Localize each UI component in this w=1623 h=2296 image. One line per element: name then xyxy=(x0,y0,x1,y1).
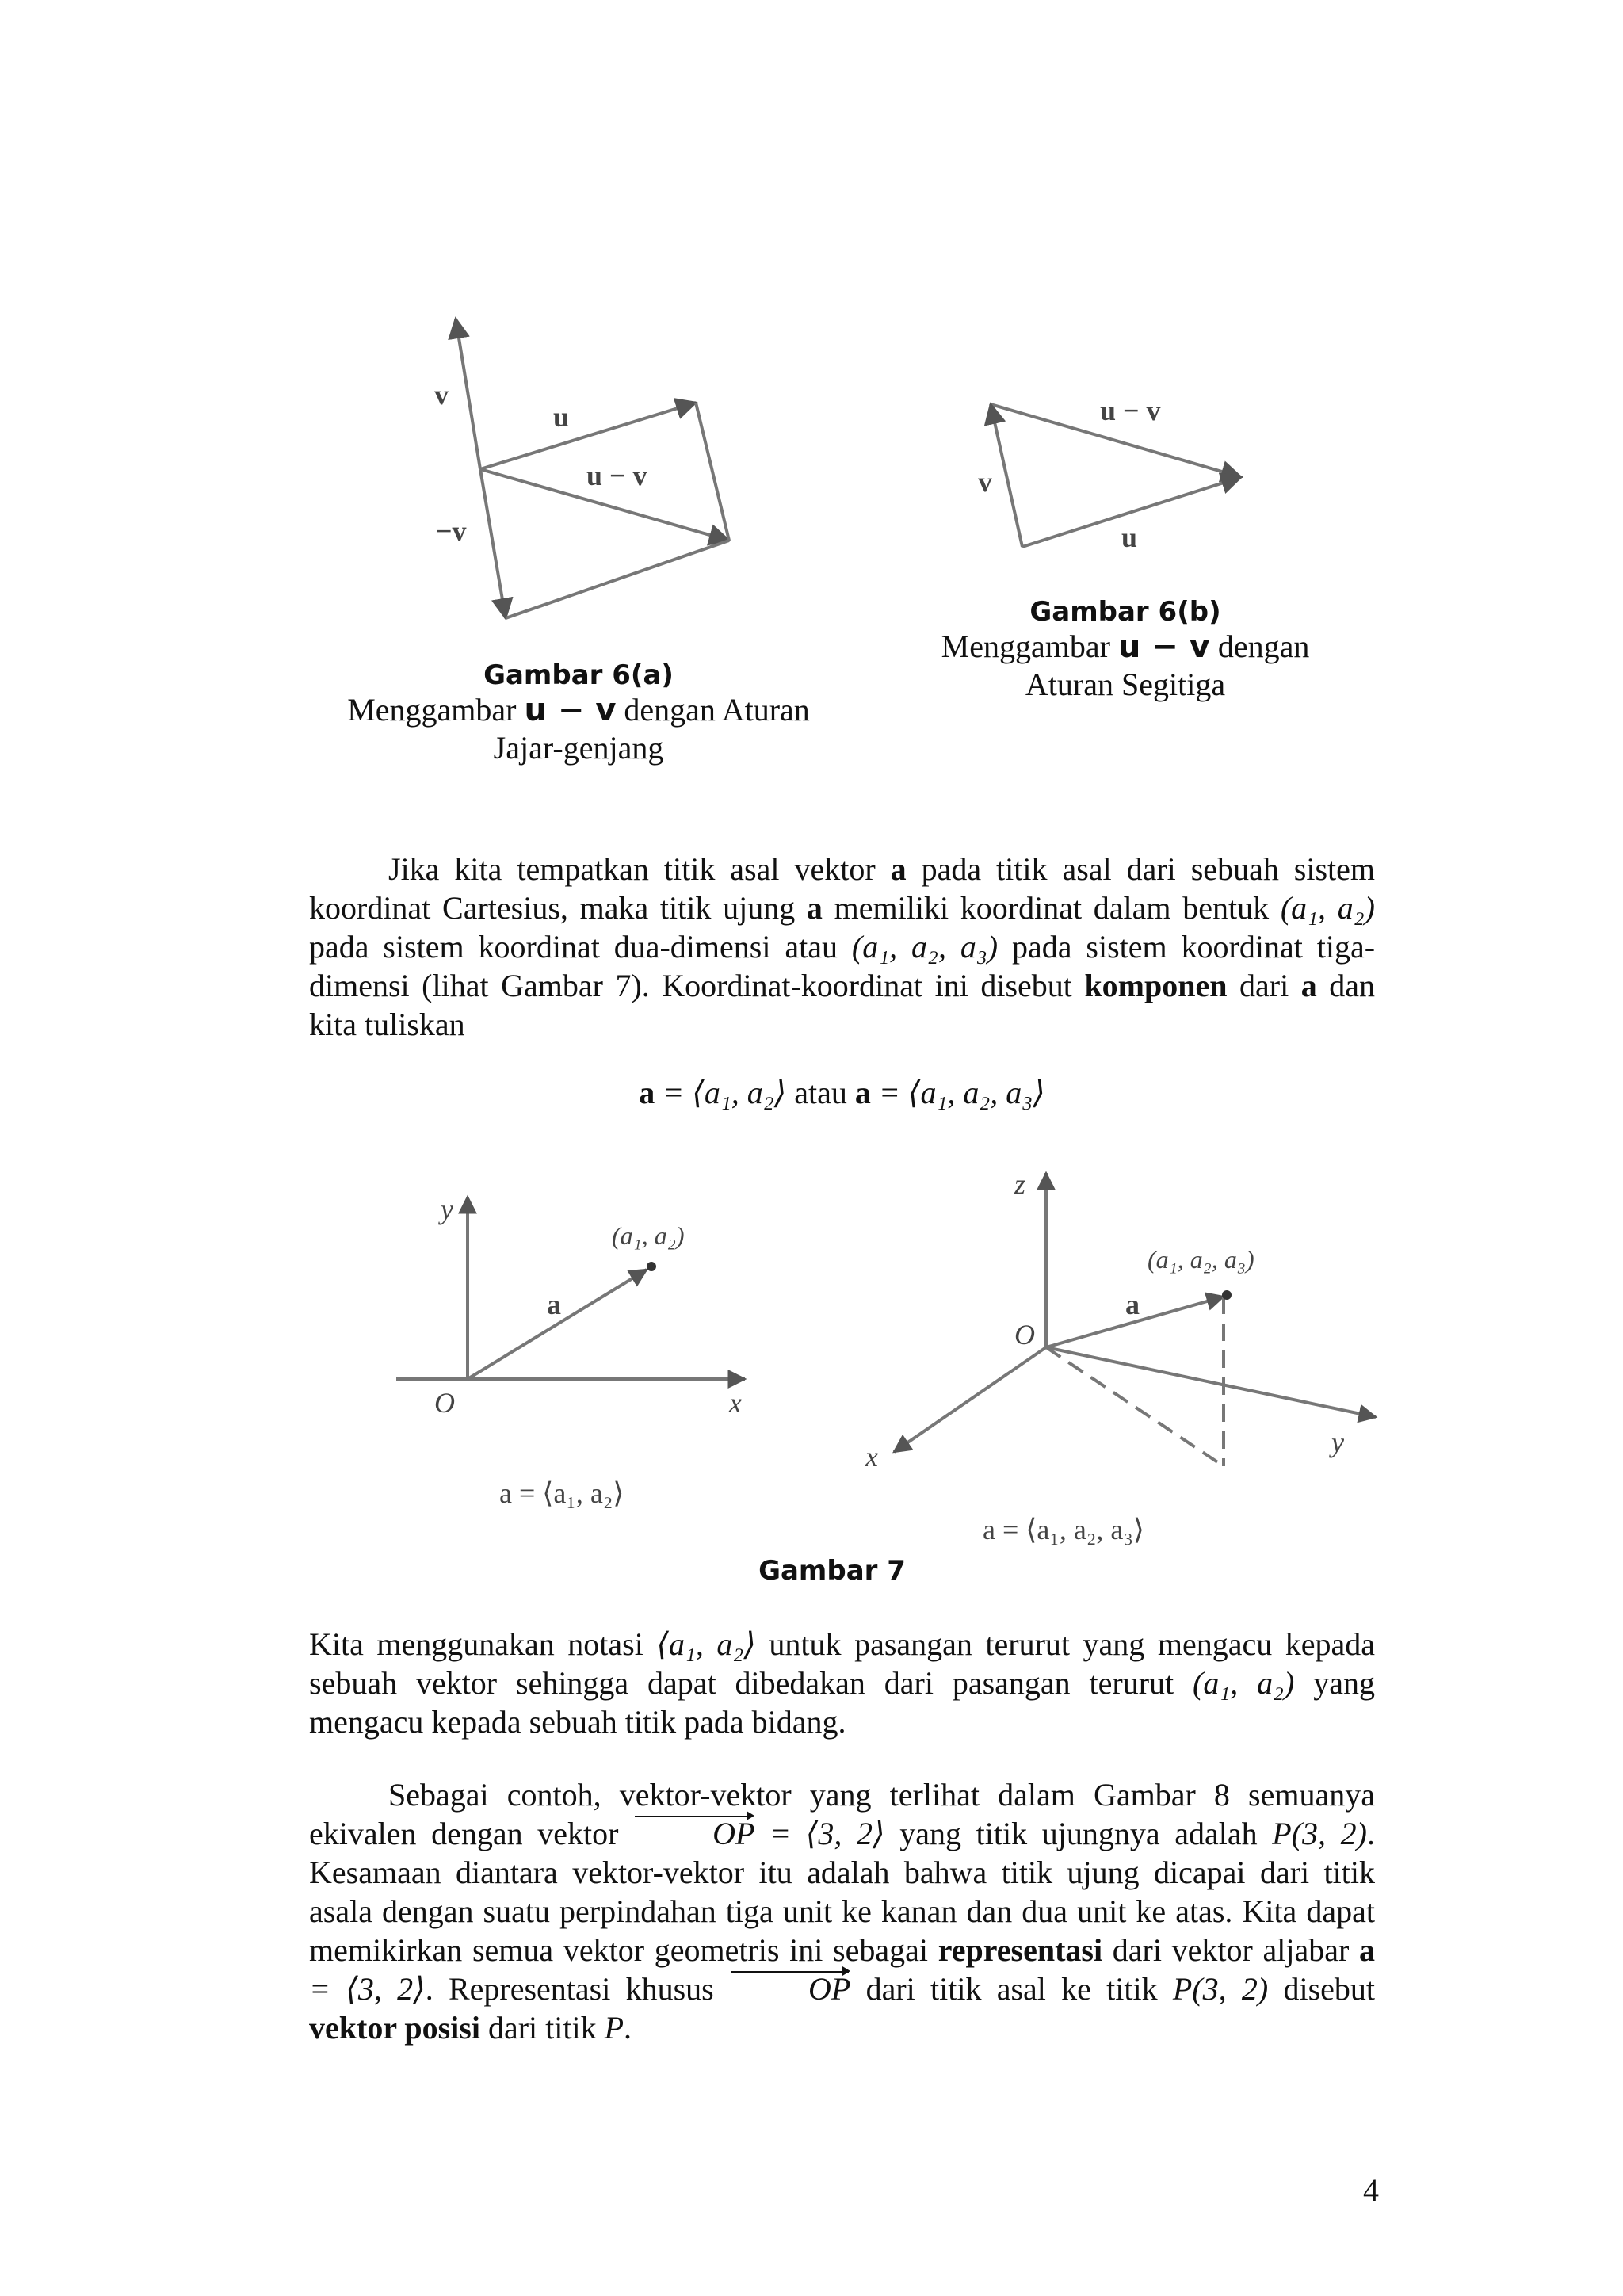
label-v: v xyxy=(434,379,449,411)
label-origin-2d: O xyxy=(434,1387,455,1419)
vector-neg-v xyxy=(480,469,506,618)
vector-v-b xyxy=(991,404,1022,547)
component-equation: a = ⟨a₁, a₂⟩ atau a = ⟨a₁, a₂, a₃⟩ xyxy=(639,1075,1045,1110)
paragraph-notation: Kita menggunakan notasi ⟨a₁, a₂⟩ untuk pasangan terurut yang mengacu kepada sebuah vektor sehingga dapat dibedakan dari pasangan terurut (a₁, a₂) yang mengacu kepada sebuah titik pada bidang. xyxy=(309,1626,1375,1740)
label-y-2d: y xyxy=(441,1194,453,1225)
figure-7-3d xyxy=(856,1157,1395,1569)
figure-6a xyxy=(412,309,792,642)
page-number: 4 xyxy=(1363,2172,1379,2208)
paragraph-example: Sebagai contoh, vektor-vektor yang terlihat dalam Gambar 8 semuanya ekivalen dengan vektor OP = ⟨3, 2⟩ yang titik ujungnya adalah P(3, 2). Kesamaan diantara vektor-vektor itu adalah bahwa titik ujung dicapai dari titik asala dengan suatu perpindahan tiga unit ke kanan dan dua unit ke atas. Kita dapat memikirkan semua vektor geometris ini sebagai representasi dari vektor aljabar a = ⟨3, 2⟩. Representasi khusus OP dari titik asal ke titik P(3, 2) disebut vektor posisi dari titik P. xyxy=(309,1777,1376,2046)
formula-3d: a = ⟨a₁, a₂, a₃⟩ xyxy=(983,1514,1144,1545)
side-right xyxy=(696,403,729,541)
label-point-2d: (a₁, a₂) xyxy=(612,1221,685,1250)
label-origin-3d: O xyxy=(1014,1319,1035,1350)
figure-6b-caption: Menggambar u − v dengan Aturan Segitiga xyxy=(941,628,1310,702)
vector-v xyxy=(456,319,480,469)
x-axis-3d xyxy=(894,1347,1046,1452)
figure-6b-title: Gambar 6(b) xyxy=(1029,596,1221,628)
figure-6a-caption: Menggambar u − v dengan Aturan Jajar-genjang xyxy=(347,692,810,766)
label-point-3d: (a₁, a₂, a₃) xyxy=(1148,1245,1254,1274)
figure-6a-title: Gambar 6(a) xyxy=(483,659,674,691)
label-v-b: v xyxy=(978,466,992,498)
label-vector-a-2d: a xyxy=(547,1289,561,1320)
side-bottom xyxy=(506,541,729,618)
point-a1-a2-a3 xyxy=(1222,1290,1232,1300)
label-y-3d: y xyxy=(1331,1427,1344,1458)
formula-2d: a = ⟨a₁, a₂⟩ xyxy=(499,1477,624,1509)
figure-7-title: Gambar 7 xyxy=(758,1555,906,1587)
label-z-3d: z xyxy=(1014,1168,1026,1200)
label-x-2d: x xyxy=(729,1387,742,1419)
label-u-b: u xyxy=(1121,521,1138,553)
figure-6b xyxy=(967,380,1284,571)
paragraph-components: Jika kita tempatkan titik asal vektor a pada titik asal dari sebuah sistem koordinat Cartesius, maka titik ujung a memiliki koordinat dalam bentuk (a₁, a₂) pada sistem koordinat dua-dimensi atau (a₁, a₂, a₃) pada sistem koordinat tiga-dimensi (lihat Gambar 7). Koordinat-koordinat ini disebut komponen dari a dan kita tuliskan xyxy=(309,851,1376,1042)
point-a1-a2 xyxy=(647,1262,656,1271)
vector-a-2d xyxy=(468,1270,647,1379)
label-u-minus-v-b: u − v xyxy=(1100,395,1161,426)
label-neg-v: −v xyxy=(436,515,467,547)
label-u: u xyxy=(553,401,570,433)
label-u-minus-v: u − v xyxy=(586,460,647,491)
label-x-3d: x xyxy=(865,1441,878,1473)
label-vector-a-3d: a xyxy=(1125,1289,1140,1320)
figure-7-2d xyxy=(388,1181,761,1514)
